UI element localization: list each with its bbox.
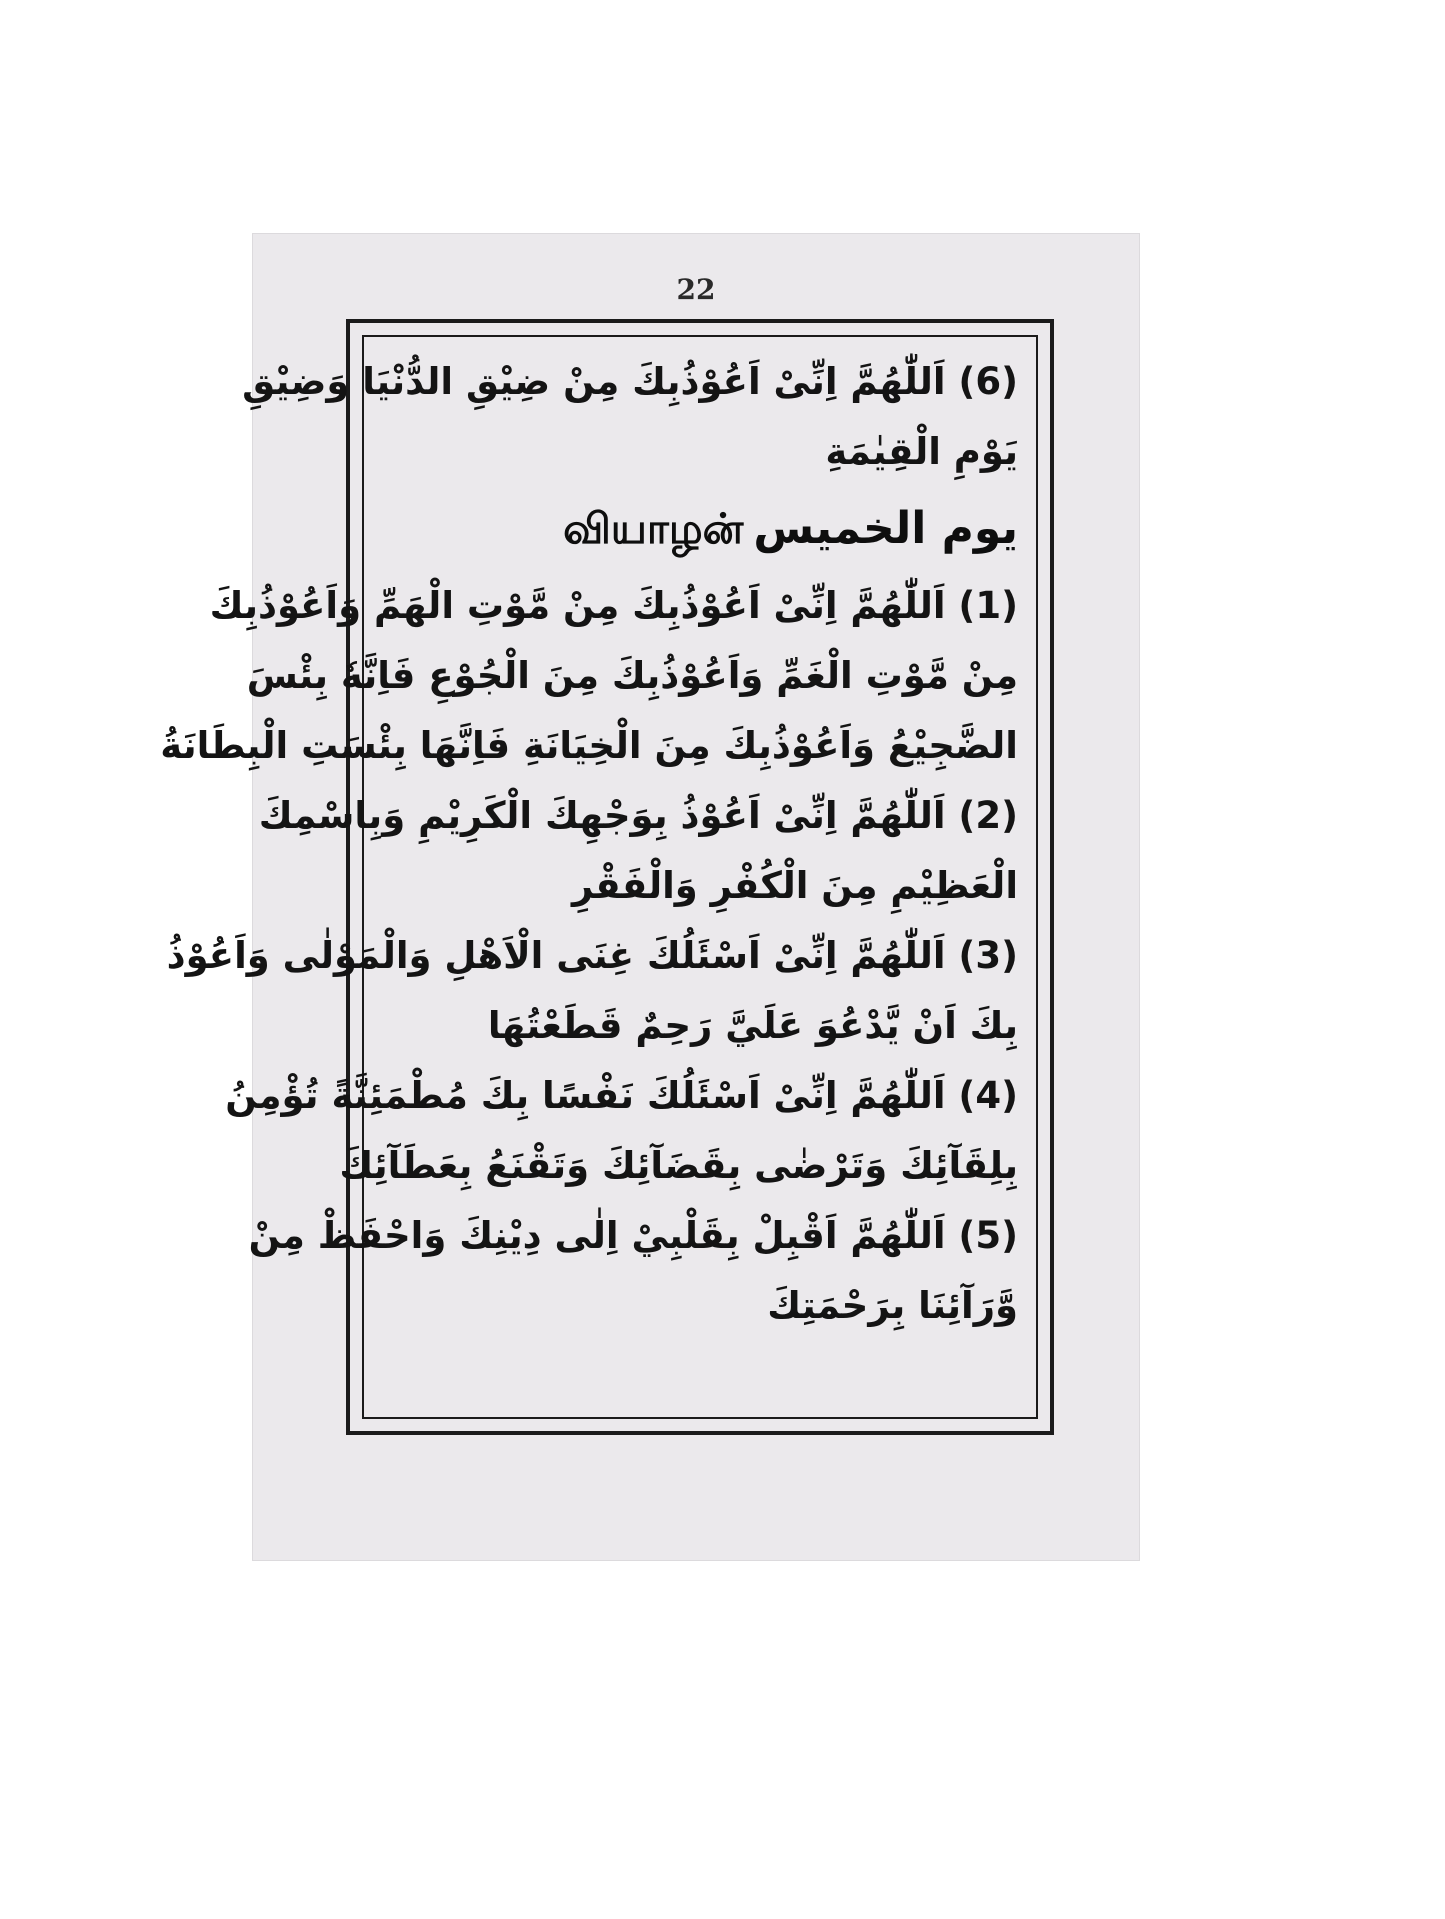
dua-5 [248,1201,1018,1341]
section-heading-thursday [382,487,1018,571]
dua-line: مِنْ مَّوْتِ الْغَمِّ وَاَعُوْذُبِكَ مِنَ الْجُوْعِ فَاِنَّهٗ بِئْسَ [246,654,1018,697]
heading-tamil: வியாழன் [563,504,744,553]
dua-4 [225,1061,1018,1201]
dua-line: (1) اَللّٰهُمَّ اِنِّیْ اَعُوْذُبِكَ مِنْ مَّوْتِ الْهَمِّ وَاَعُوْذُبِكَ [209,584,1018,627]
dua-3 [166,921,1018,1061]
dua-line: يَوْمِ الْقِيٰمَةِ [825,430,1018,473]
page-number: 22 [676,273,716,306]
dua-1 [160,571,1018,781]
book-page-photo [160,233,1140,1561]
dua-line: وَّرَآئِنَا بِرَحْمَتِكَ [767,1284,1018,1327]
dua-line: (5) اَللّٰهُمَّ اَقْبِلْ بِقَلْبِيْ اِلٰى دِيْنِكَ وَاحْفَظْ مِنْ [248,1214,1018,1257]
dua-line: الضَّجِيْعُ وَاَعُوْذُبِكَ مِنَ الْخِيَانَةِ فَاِنَّهَا بِئْسَتِ الْبِطَانَةُ [160,724,1018,767]
dua-line: (2) اَللّٰهُمَّ اِنِّیْ اَعُوْذُ بِوَجْهِكَ الْكَرِيْمِ وَبِاسْمِكَ [258,794,1018,837]
dua-line: (3) اَللّٰهُمَّ اِنِّیْ اَسْئَلُكَ غِنَى الْاَهْلِ وَالْمَوْلٰى وَاَعُوْذُ [166,934,1018,977]
heading-arabic: يوم الخميس [753,503,1018,554]
dua-2 [258,781,1018,921]
dua-6-previous [242,347,1018,487]
dua-line: (6) اَللّٰهُمَّ اِنِّیْ اَعُوْذُبِكَ مِنْ ضِيْقِ الدُّنْيَا وَضِيْقِ [242,360,1018,403]
dua-line: بِكَ اَنْ يَّدْعُوَ عَلَيَّ رَحِمٌ قَطَعْتُهَا [487,1004,1018,1047]
dua-line: بِلِقَآئِكَ وَتَرْضٰى بِقَضَآئِكَ وَتَقْنَعُ بِعَطَآئِكَ [339,1144,1018,1187]
page-border-inner [160,335,1038,1419]
dua-line: الْعَظِيْمِ مِنَ الْكُفْرِ وَالْفَقْرِ [571,864,1018,907]
page-border-outer [160,319,1054,1435]
dua-line: (4) اَللّٰهُمَّ اِنِّیْ اَسْئَلُكَ نَفْسًا بِكَ مُطْمَئِنَّةً تُؤْمِنُ [225,1074,1018,1117]
